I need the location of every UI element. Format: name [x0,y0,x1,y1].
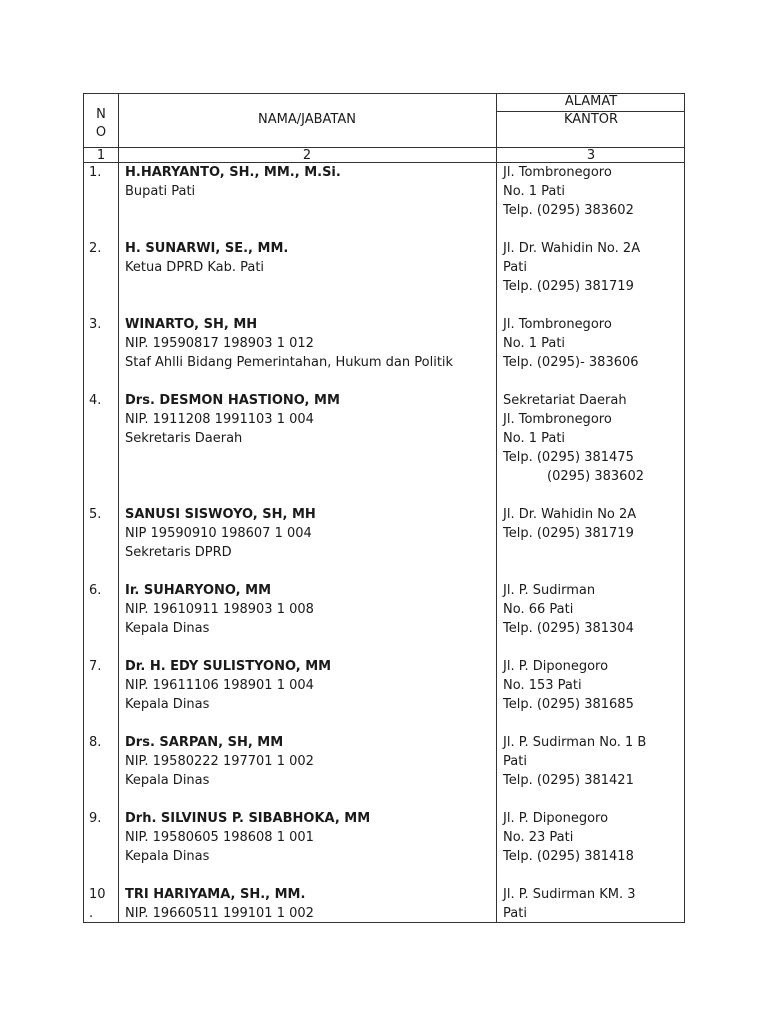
name-cell [125,315,495,372]
office-address-line: Pati [503,754,527,769]
office-address-line: Telp. (0295) 381475 [503,450,634,465]
row-number: 9. [89,811,102,826]
official-name: TRI HARIYAMA, SH., MM. [125,887,306,902]
table-body [83,163,685,923]
header-kantor: KANTOR [563,112,619,127]
office-address-line: Telp. (0295) 381418 [503,849,634,864]
row-number: 5. [89,507,102,522]
office-address-line: Jl. P. Sudirman No. 1 B [503,735,647,750]
official-name: Drh. SILVINUS P. SIBABHOKA, MM [125,811,371,826]
address-cell [503,163,685,220]
official-name: Drs. SARPAN, SH, MM [125,735,284,750]
official-detail: NIP. 19610911 198903 1 008 [125,602,314,617]
office-address-line: Telp. (0295) 381719 [503,526,634,541]
official-name: H.HARYANTO, SH., MM., M.Si. [125,165,341,180]
official-detail: Kepala Dinas [125,697,210,712]
official-name: SANUSI SISWOYO, SH, MH [125,507,316,522]
row-number: 6. [89,583,102,598]
header-nama-jabatan: NAMA/JABATAN [258,112,356,127]
address-cell [503,239,685,296]
official-name: WINARTO, SH, MH [125,317,258,332]
official-name: H. SUNARWI, SE., MM. [125,241,289,256]
official-detail: NIP. 19580605 198608 1 001 [125,830,314,845]
office-address-line: Telp. (0295) 381685 [503,697,634,712]
office-address-line: Telp. (0295) 383602 [503,203,634,218]
office-address-line: Jl. Dr. Wahidin No. 2A [503,241,641,256]
official-detail: Bupati Pati [125,184,196,199]
row-number: 7. [89,659,102,674]
name-cell [125,733,495,790]
official-detail: NIP 19590910 198607 1 004 [125,526,312,541]
office-address-line: Jl. Tombronegoro [503,165,612,180]
office-address-line: Sekretariat Daerah [503,393,627,408]
official-detail: NIP. 19580222 197701 1 002 [125,754,314,769]
office-address-line: Jl. Dr. Wahidin No 2A [503,507,637,522]
office-address-line: Jl. P. Diponegoro [503,659,609,674]
address-cell [503,315,685,372]
official-name: Drs. DESMON HASTIONO, MM [125,393,340,408]
office-address-line: No. 1 Pati [503,431,566,446]
office-address-line: Jl. Tombronegoro [503,412,612,427]
address-cell [503,657,685,714]
office-address-line: Jl. P. Sudirman [503,583,596,598]
office-address-line: Jl. Tombronegoro [503,317,612,332]
name-cell [125,163,495,201]
header-alamat: ALAMAT [564,94,618,109]
row-number: 8. [89,735,102,750]
name-cell [125,391,495,448]
address-cell [503,391,685,486]
header-no: N O [95,107,107,140]
header-col-2: 2 [302,148,312,163]
office-address-line: No. 1 Pati [503,184,566,199]
office-address-line: Telp. (0295) 381304 [503,621,634,636]
name-cell [125,239,495,277]
row-number: 4. [89,393,102,408]
office-address-line: No. 23 Pati [503,830,574,845]
row-number: 3. [89,317,102,332]
name-cell [125,581,495,638]
official-detail: Sekretaris Daerah [125,431,243,446]
office-address-line: No. 66 Pati [503,602,574,617]
official-detail: NIP. 19611106 198901 1 004 [125,678,314,693]
row-number: 10 . [89,887,106,921]
office-address-line: Pati [503,906,527,921]
official-detail: Sekretaris DPRD [125,545,232,560]
official-detail: Ketua DPRD Kab. Pati [125,260,265,275]
office-address-line: Pati [503,260,527,275]
header-col-1: 1 [96,148,106,163]
office-address-line: Jl. P. Sudirman KM. 3 [503,887,636,902]
official-detail: NIP. 19590817 198903 1 012 [125,336,314,351]
official-detail: NIP. 1911208 1991103 1 004 [125,412,314,427]
official-name: Ir. SUHARYONO, MM [125,583,272,598]
table-header [83,93,685,163]
name-cell [125,809,495,866]
office-address-line: No. 1 Pati [503,336,566,351]
address-cell [503,505,685,543]
office-address-line: Jl. P. Diponegoro [503,811,609,826]
row-number: 2. [89,241,102,256]
official-detail: NIP. 19660511 199101 1 002 [125,906,314,921]
official-detail: Kepala Dinas [125,621,210,636]
official-name: Dr. H. EDY SULISTYONO, MM [125,659,332,674]
official-detail: Kepala Dinas [125,849,210,864]
address-cell [503,733,685,790]
official-detail: Kepala Dinas [125,773,210,788]
name-cell [125,657,495,714]
address-cell [503,809,685,866]
office-address-line: Telp. (0295) 381719 [503,279,634,294]
name-cell [125,505,495,562]
row-number: 1. [89,165,102,180]
official-directory-table [83,93,685,923]
office-address-line: (0295) 383602 [547,469,644,484]
header-col-3: 3 [586,148,596,163]
address-cell [503,581,685,638]
office-address-line: Telp. (0295) 381421 [503,773,634,788]
official-detail: Staf Ahlli Bidang Pemerintahan, Hukum dan Politik [125,355,454,370]
office-address-line: No. 153 Pati [503,678,582,693]
office-address-line: Telp. (0295)- 383606 [503,355,639,370]
name-cell [125,885,495,923]
address-cell [503,885,685,923]
